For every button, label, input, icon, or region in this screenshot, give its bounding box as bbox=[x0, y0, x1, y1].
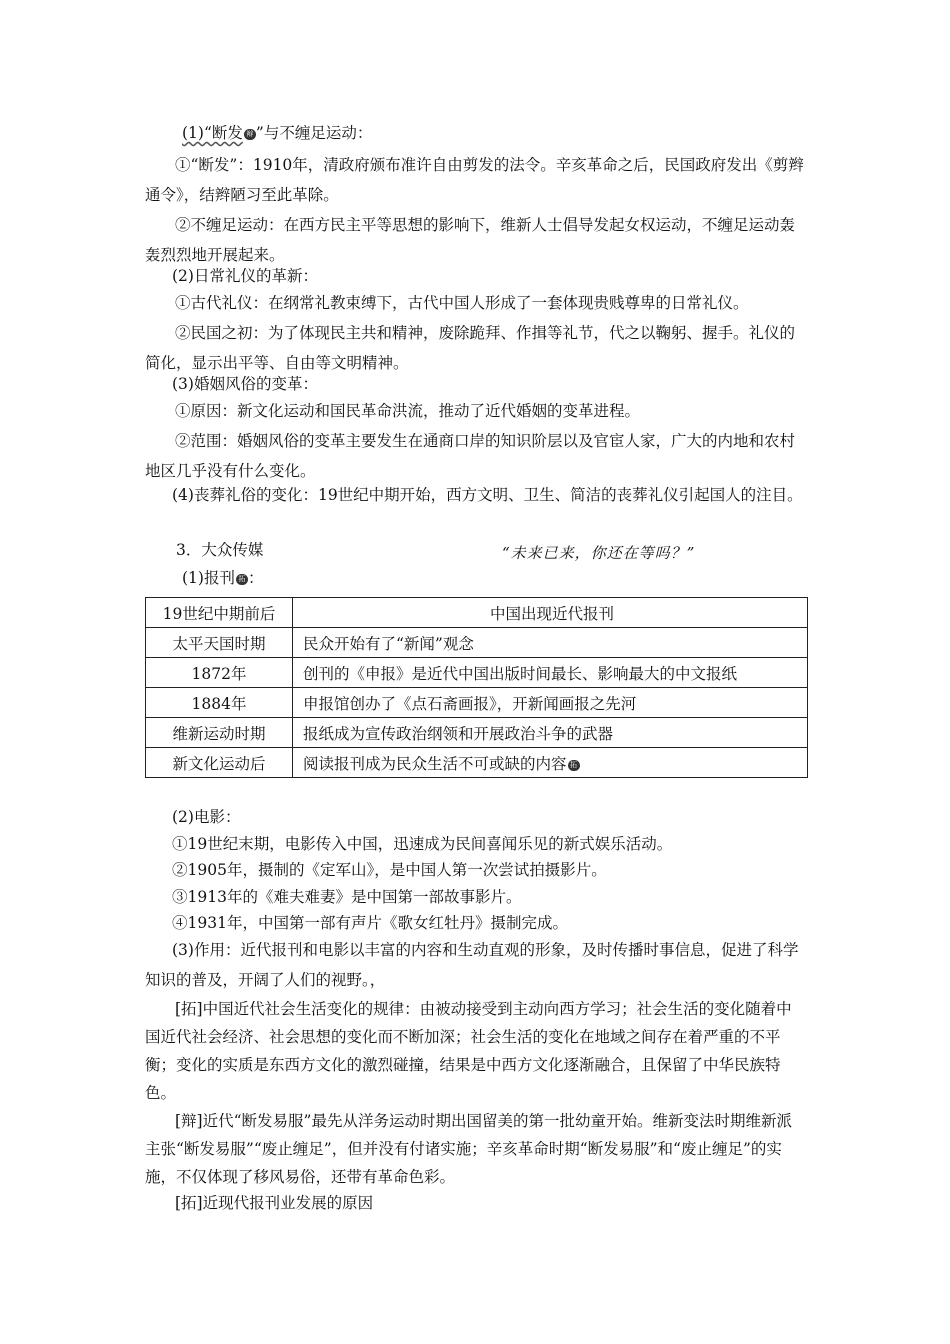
note-debate: [辩]近代“断发易服”最先从洋务运动时期出国留美的第一批幼童开始。维新变法时期维新派主张“断发易服”“废止缠足”，但并没有付诸实施；辛亥革命时期“断发易服”和“废止缠足”的实施，不仅体现了移风易俗，还带有革命色彩。 bbox=[145, 1112, 792, 1186]
section1-paragraph-1: ①“断发”：1910年，清政府颁布准许自由剪发的法令。辛亥革命之后，民国政府发出《剪辫通令》，结辫陋习至此革除。 bbox=[145, 156, 804, 204]
section1-paragraph-2: ②不缠足运动：在西方民主平等思想的影响下，维新人士倡导发起女权运动，不缠足运动轰轰烈烈地开展起来。 bbox=[145, 216, 796, 264]
section3-paragraph-1: ①原因：新文化运动和国民革命洪流，推动了近代婚姻的变革进程。 bbox=[175, 402, 641, 420]
table-row bbox=[146, 718, 808, 748]
table-row bbox=[146, 748, 808, 778]
note-expand-1: [拓]中国近代社会生活变化的规律：由被动接受到主动向西方学习；社会生活的变化随着中国近代社会经济、社会思想的变化而不断加深；社会生活的变化在地域之间存在着严重的不平衡；变化的实质是东西方文化的激烈碰撞，结果是中西方文化逐渐融合，且保留了中华民族特色。 bbox=[145, 1000, 792, 1102]
table-row bbox=[146, 598, 808, 628]
table-cell-event: 申报馆创办了《点石斋画报》，开新闻画报之先河 bbox=[293, 688, 808, 718]
note-marker-icon: 拓 bbox=[568, 760, 580, 771]
press-history-table bbox=[145, 597, 808, 778]
table-cell-event: 创刊的《申报》是近代中国出版时间最长、影响最大的中文报纸 bbox=[293, 658, 808, 688]
note-marker-icon: 辩 bbox=[244, 129, 256, 140]
effect-paragraph: (3)作用：近代报刊和电影以丰富的内容和生动直观的形象，及时传播时事信息，促进了科学知识的普及，开阔了人们的视野。， bbox=[145, 941, 799, 989]
section2-heading: (2)日常礼仪的革新： bbox=[172, 267, 318, 285]
table-cell-period: 新文化运动后 bbox=[146, 748, 293, 778]
table-row bbox=[146, 628, 808, 658]
film-item-1: ①19世纪末期，电影传入中国，迅速成为民间喜闻乐见的新式娱乐活动。 bbox=[172, 835, 673, 853]
table-cell-event bbox=[293, 748, 808, 778]
table-cell-event-text: 阅读报刊成为民众生活不可或缺的内容 bbox=[303, 754, 567, 773]
slogan-handwriting: “未来已来，你还在等吗？” bbox=[502, 544, 696, 562]
section3-heading: (3)婚姻风俗的变革： bbox=[172, 375, 318, 393]
film-heading: (2)电影： bbox=[172, 808, 241, 826]
film-item-2: ②1905年，摄制的《定军山》，是中国人第一次尝试拍摄影片。 bbox=[172, 861, 607, 879]
film-item-4: ④1931年，中国第一部有声片《歌女红牡丹》摄制完成。 bbox=[172, 914, 568, 932]
section2-paragraph-2: ②民国之初：为了体现民主共和精神，废除跪拜、作揖等礼节，代之以鞠躬、握手。礼仪的简化，显示出平等、自由等文明精神。 bbox=[145, 324, 796, 372]
note-marker-icon: 拓 bbox=[236, 574, 248, 585]
table-row bbox=[146, 658, 808, 688]
film-item-3: ③1913年的《难夫难妻》是中国第一部故事影片。 bbox=[172, 888, 522, 906]
table-cell-event: 报纸成为宣传政治纲领和开展政治斗争的武器 bbox=[293, 718, 808, 748]
section1-heading-text: (1)“断发 bbox=[182, 124, 243, 142]
table-cell-event: 中国出现近代报刊 bbox=[293, 598, 808, 628]
press-heading: (1)报刊 拓 ： bbox=[182, 569, 264, 587]
section1-heading bbox=[182, 123, 372, 143]
section2-paragraph-1: ①古代礼仪：在纲常礼教束缚下，古代中国人形成了一套体现贵贱尊卑的日常礼仪。 bbox=[175, 294, 749, 312]
media-heading: 3．大众传媒 bbox=[176, 541, 264, 559]
table-cell-period: 维新运动时期 bbox=[146, 718, 293, 748]
table-cell-period: 太平天国时期 bbox=[146, 628, 293, 658]
press-heading-text: (1)报刊 bbox=[182, 569, 235, 587]
table-cell-period: 1872年 bbox=[146, 658, 293, 688]
table-row bbox=[146, 688, 808, 718]
table-cell-event: 民众开始有了“新闻”观念 bbox=[293, 628, 808, 658]
section4-paragraph: (4)丧葬礼俗的变化：19世纪中期开始，西方文明、卫生、简洁的丧葬礼仪引起国人的注目。 bbox=[172, 486, 803, 504]
section1-heading-tail: ”与不缠足运动： bbox=[255, 124, 373, 142]
table-cell-period: 1884年 bbox=[146, 688, 293, 718]
table-cell-period: 19世纪中期前后 bbox=[146, 598, 293, 628]
section3-paragraph-2: ②范围：婚姻风俗的变革主要发生在通商口岸的知识阶层以及官宦人家，广大的内地和农村地区几乎没有什么变化。 bbox=[145, 432, 796, 480]
note-expand-2: [拓]近现代报刊业发展的原因 bbox=[175, 1194, 374, 1212]
